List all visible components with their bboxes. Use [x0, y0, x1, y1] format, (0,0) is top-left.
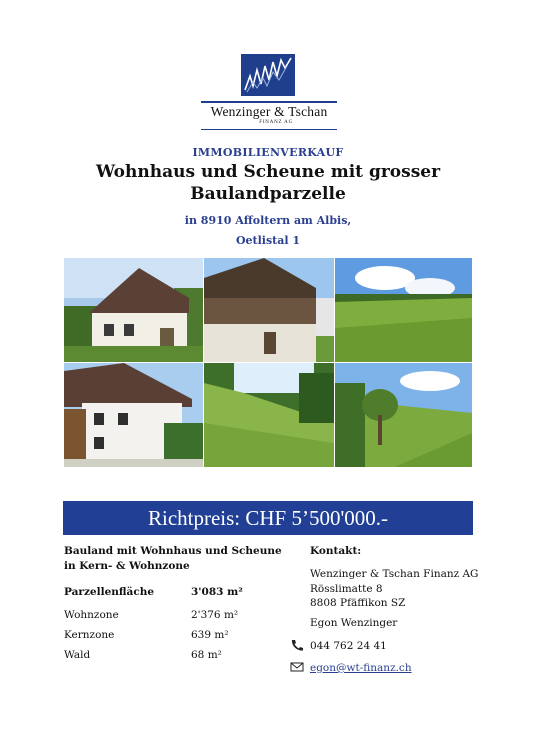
location	[0, 211, 536, 251]
kicker-label: IMMOBILIENVERKAUF	[192, 146, 344, 159]
area-label: Wohnzone	[64, 609, 119, 621]
phone-icon	[290, 639, 304, 651]
area-value: 3'083 m²	[191, 586, 243, 598]
house-photo	[64, 258, 203, 362]
contact-heading: Kontakt:	[310, 545, 362, 557]
contact-email	[290, 661, 412, 674]
phone-number: 044 762 24 41	[310, 640, 387, 652]
barn-photo	[204, 258, 334, 362]
envelope-icon	[290, 661, 304, 673]
house-side-photo	[64, 363, 203, 467]
property-description	[64, 544, 304, 574]
location-line-2: Oetlistal 1	[235, 234, 301, 247]
location-line-1: in 8910 Affoltern am Albis,	[184, 214, 352, 227]
contact-city: 8808 Pfäffikon SZ	[310, 597, 406, 609]
contact-address	[310, 567, 478, 611]
contact-company: Wenzinger & Tschan Finanz AG	[310, 568, 479, 580]
email-link[interactable]: egon@wt-finanz.ch	[310, 662, 412, 674]
title-line-2: Baulandparzelle	[190, 184, 346, 204]
tree-meadow-photo	[335, 363, 472, 467]
company-logo: Wenzinger & Tschan FINANZ AG	[199, 54, 339, 134]
page-title	[0, 161, 536, 205]
price-banner: Richtpreis: CHF 5’500'000.-	[63, 501, 473, 535]
area-label: Wald	[64, 649, 91, 661]
slope-photo	[204, 363, 334, 467]
area-label: Kernzone	[64, 629, 115, 641]
logo-rule-bottom	[201, 129, 337, 130]
area-label: Parzellenfläche	[64, 586, 155, 598]
logo-rule-top	[201, 101, 337, 103]
area-value: 2'376 m²	[191, 609, 239, 621]
area-value: 639 m²	[191, 629, 229, 641]
contact-phone	[290, 639, 387, 652]
logo-company-name: Wenzinger & Tschan	[210, 104, 328, 119]
description-line-2: in Kern- & Wohnzone	[64, 560, 190, 572]
description-line-1: Bauland mit Wohnhaus und Scheune	[64, 545, 282, 557]
title-line-1: Wohnhaus und Scheune mit grosser	[95, 162, 441, 182]
contact-street: Rösslimatte 8	[310, 582, 383, 595]
meadow-photo	[335, 258, 472, 362]
logo-chart-icon	[241, 54, 295, 96]
area-value: 68 m²	[191, 649, 222, 661]
contact-person: Egon Wenzinger	[310, 617, 398, 629]
